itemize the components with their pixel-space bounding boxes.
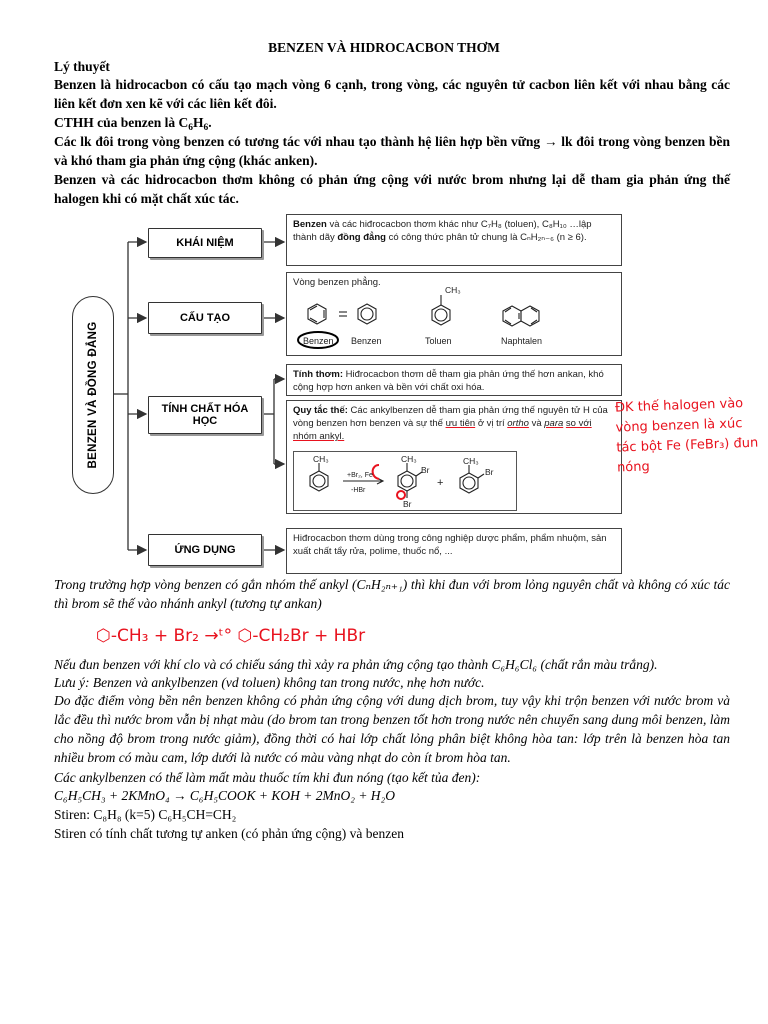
formula-sub: 6: [203, 123, 209, 133]
note-bromine-water: Do đặc điểm vòng bền nên benzen không có phản ứng cộng với dung dịch brom, tuy vậy khi trộn benzen với nước brom và lắc đều thì nước brom vẫn bị nhạt màu (do brom tan trong benzen tốt hơn trong nước nên chuyển sang dung môi benzen, làm cho nồng độ brom trong nước giảm), đồng thời có hai lớp chất lỏng phân biệt không hòa tan: lớp trên là benzen hòa tan nhiều brom có màu cam, lớp dưới là nước có màu vàng nhạt do còn ít brom hòa tan.: [54, 693, 730, 765]
benzen-series-label: [72, 296, 114, 494]
info-text: so với nhóm ankyl.: [293, 418, 592, 442]
stiren-properties: Stiren có tính chất tương tự anken (có phản ứng cộng) và benzen: [54, 826, 404, 841]
label-benzen: Benzen: [351, 336, 382, 346]
ch3-label: CH₃: [463, 456, 479, 466]
conjugation-text-2: lk đôi trong vòng benzen bền và khó tham gia phản ứng cộng (khác anken).: [54, 134, 730, 168]
category-ung-dung: ỨNG DỤNG: [148, 534, 262, 566]
page-title: BENZEN VÀ HIDROCACBON THƠM: [268, 40, 500, 55]
paragraph-benzen-structure: Benzen là hidrocacbon có cấu tạo mạch vòng 6 cạnh, trong vòng, các nguyên tử cacbon liên kết với nhau bằng các liên kết đơn xen kẽ với các liên kết đôi.: [54, 77, 730, 111]
info-ung-dung: Hiđrocacbon thơm dùng trong công nghiệp dược phẩm, phẩm nhuộm, sản xuất chất tẩy rửa, polime, thuốc nổ, ...: [286, 528, 622, 574]
info-text: Hiđrocacbon thơm dễ tham gia phản ứng thế hơn ankan, khó cộng hợp hơn anken và bền với chất oxi hóa.: [293, 369, 604, 393]
br-label: Br: [485, 467, 494, 477]
info-bold: Tính thơm:: [293, 369, 344, 380]
arrow-icon: →: [543, 134, 558, 149]
plus-sign: +: [437, 477, 444, 489]
ch3-label: CH₃: [445, 285, 461, 295]
ch3-label: CH₃: [401, 454, 417, 464]
structure-title: Vòng benzen phẳng.: [293, 277, 381, 288]
info-tinh-thom: [286, 364, 622, 396]
category-cau-tao: CẤU TẠO: [148, 302, 262, 334]
formula-sub: 6: [188, 123, 193, 133]
note-chlorination: Nếu đun benzen với khí clo và có chiếu sáng thì xảy ra phản ứng cộng tạo thành C₆H₆Cl₆ (chất rắn màu trắng).: [54, 657, 658, 672]
label-naphtalen: Naphtalen: [501, 336, 543, 346]
formula-prefix: CTHH của benzen là C: [54, 115, 189, 130]
reagent-top: +Br₂, Fe: [347, 472, 373, 479]
ch3-label: CH₃: [313, 454, 329, 464]
vertical-label-text: BENZEN VÀ ĐỒNG ĐẲNG: [87, 321, 99, 469]
handwritten-note: ĐK thế halogen vào vòng benzen là xúc tác bột Fe (FeBr₃) đun nóng: [614, 396, 759, 476]
note-alkyl-bromination: Trong trường hợp vòng benzen có gắn nhóm thế ankyl (CₙH₂ₙ₊₁) thì khi đun với brom lỏng nguyên chất và không có xúc tác thì brom sẽ thế vào nhánh ankyl (tương tự ankan): [54, 577, 730, 611]
stiren-formula: Stiren: C₈H₈ (k=5) C₆H₅CH=CH₂: [54, 807, 237, 822]
info-quy-tac-the: [286, 400, 622, 514]
equation-kmno4: C₆H₅CH₃ + 2KMnO₄ → C₆H₅COOK + KOH + 2MnO₂ + H₂O: [54, 788, 396, 803]
paragraph-formula: [54, 114, 730, 133]
label-benzen-circled: Benzen: [303, 336, 334, 346]
info-text: ở vị trí: [477, 418, 505, 429]
para-text: para: [544, 418, 564, 429]
note-solubility: Lưu ý: Benzen và ankylbenzen (vd toluen) không tan trong nước, nhẹ hơn nước.: [54, 675, 485, 690]
note-kmno4: Các ankylbenzen có thể làm mất màu thuốc tím khi đun nóng (tạo kết tủa đen):: [54, 770, 481, 785]
reagent-bottom: -HBr: [351, 487, 366, 494]
paragraph-conjugation: [54, 133, 730, 170]
concept-diagram: [64, 214, 624, 579]
info-bold: Benzen: [293, 219, 327, 230]
label-toluen: Toluen: [425, 336, 452, 346]
category-khai-niem: KHÁI NIỆM: [148, 228, 262, 258]
conjugation-text: Các lk đôi trong vòng benzen có tương tác với nhau tạo thành hệ liên hợp bền vững: [54, 134, 541, 149]
ortho-text: ortho: [507, 418, 529, 429]
info-text: và: [531, 418, 542, 429]
handwritten-equation: ⬡-CH₃ + Br₂ →ᵗ° ⬡-CH₂Br + HBr: [96, 626, 366, 646]
formula-suffix: .: [208, 115, 212, 130]
br-label: Br: [421, 465, 430, 475]
reaction-molecules: [287, 401, 623, 515]
info-khai-niem: [286, 214, 622, 266]
info-cau-tao: [286, 272, 622, 356]
info-text: và các hiđrocacbon thơm khác như C₇H₈ (toluen), C₈H₁₀ …lập thành dãy: [293, 219, 592, 243]
paragraph-reactions: Benzen và các hidrocacbon thơm không có phản ứng cộng với nước brom nhưng lại dễ tham gia phản ứng thế halogen khi có mặt chất xúc tác.: [54, 172, 730, 206]
br-label: Br: [403, 499, 412, 509]
theory-heading: Lý thuyết: [54, 59, 110, 74]
info-bold: đồng đẳng: [337, 232, 386, 243]
uu-tien-text: ưu tiên: [445, 418, 476, 429]
category-tinh-chat: TÍNH CHẤT HÓA HỌC: [148, 396, 262, 434]
info-bold: Quy tắc thế:: [293, 405, 348, 416]
formula-h: H: [192, 115, 204, 130]
info-text: có công thức phân tử chung là CₙH₂ₙ₋₆ (n ≥ 6).: [388, 232, 587, 243]
info-text: Các ankylbenzen dễ tham gia phản ứng thế nguyên tử H của vòng benzen hơn benzen và sự thế: [293, 405, 608, 429]
